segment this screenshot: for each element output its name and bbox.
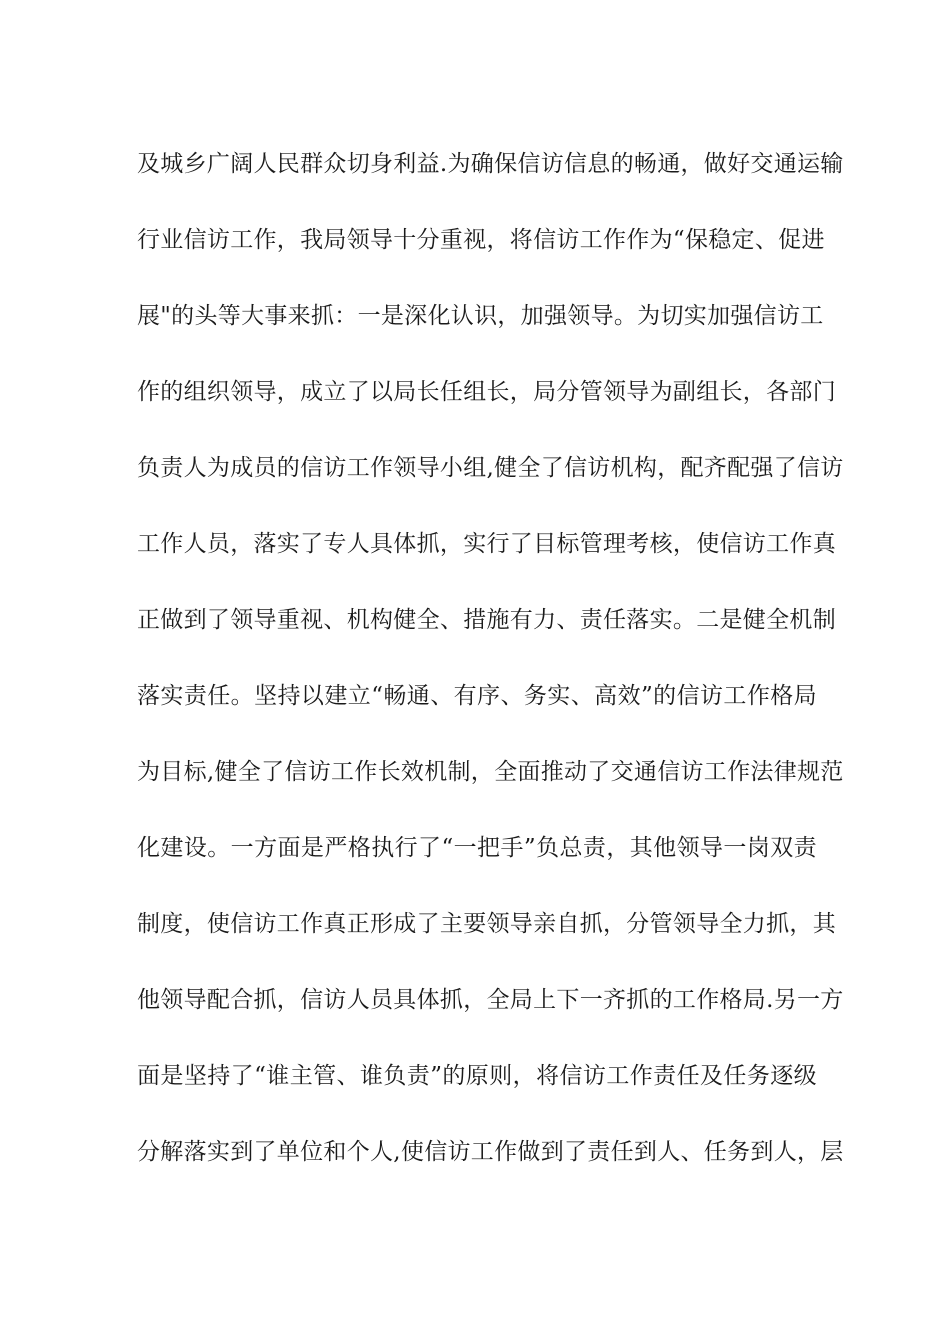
text-line: 制度，使信访工作真正形成了主要领导亲自抓，分管领导全力抓，其 — [137, 911, 836, 937]
body-text — [137, 146, 844, 1210]
text-line: 作的组织领导，成立了以局长任组长，局分管领导为副组长，各部门 — [137, 379, 836, 405]
text-line: 落实责任。坚持以建立“畅通、有序、务实、高效”的信访工作格局 — [137, 683, 817, 709]
text-line: 化建设。一方面是严格执行了“一把手”负总责，其他领导一岗双责 — [137, 835, 817, 861]
text-line: 工作人员，落实了专人具体抓，实行了目标管理考核，使信访工作真 — [137, 531, 836, 557]
text-line: 为目标,健全了信访工作长效机制，全面推动了交通信访工作法律规范 — [137, 759, 844, 785]
text-line: 正做到了领导重视、机构健全、措施有力、责任落实。二是健全机制 — [137, 607, 836, 633]
text-line: 展"的头等大事来抓：一是深化认识，加强领导。为切实加强信访工 — [137, 303, 824, 329]
text-line: 负责人为成员的信访工作领导小组,健全了信访机构，配齐配强了信访 — [137, 455, 844, 481]
text-line: 及城乡广阔人民群众切身利益.为确保信访信息的畅通，做好交通运输 — [137, 151, 844, 177]
text-line: 分解落实到了单位和个人,使信访工作做到了责任到人、任务到人，层 — [137, 1139, 844, 1165]
text-line: 他领导配合抓，信访人员具体抓，全局上下一齐抓的工作格局.另一方 — [137, 987, 844, 1013]
text-line: 行业信访工作，我局领导十分重视，将信访工作作为“保稳定、促进 — [137, 227, 825, 253]
text-line: 面是坚持了“谁主管、谁负责”的原则，将信访工作责任及任务逐级 — [137, 1063, 817, 1089]
